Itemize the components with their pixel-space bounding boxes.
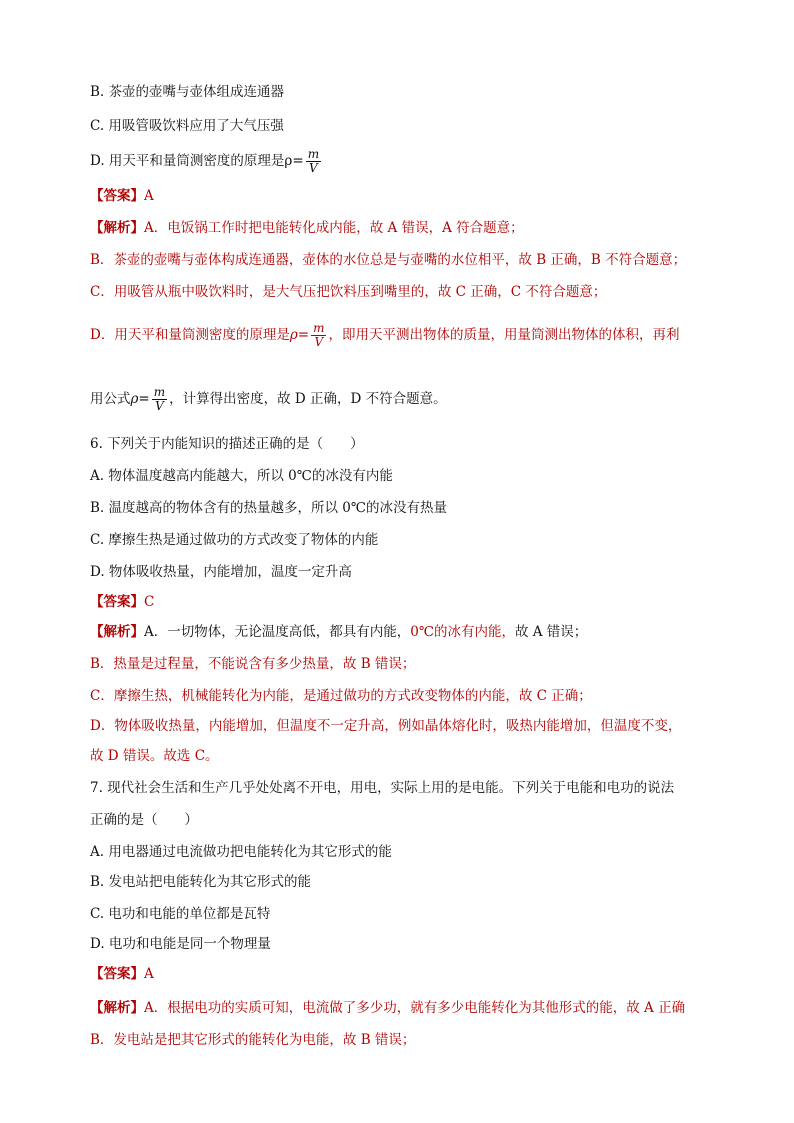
density-formula: $\frac{m}{V}$ [307, 147, 320, 175]
q6-analysis-2: B．热量是过程量，不能说含有多少热量，故 B 错误； [90, 656, 416, 672]
q6-option-c: C. 摩擦生热是通过做功的方式改变了物体的内能 [90, 532, 379, 548]
q6-analysis-1: 【解析】A．一切物体，无论温度高低，都具有内能，0℃的冰有内能，故 A 错误； [90, 624, 588, 640]
q6-analysis-4: D．物体吸收热量，内能增加，但温度不一定升高，例如晶体熔化时，吸热内能增加，但温度不变， [90, 718, 682, 734]
q5-analysis-4: D．用天平和量筒测密度的原理是ρ= $\frac{m}{V}$ ，即用天平测出物体的质量，用量筒测出物体的体积，再利 [90, 321, 680, 349]
q6-analysis-5: 故 D 错误。故选 C。 [90, 748, 219, 764]
analysis-label: 【解析】 [90, 624, 144, 640]
answer-label: 【答案】 [90, 188, 144, 204]
q7-stem-1: 7. 现代社会生活和生产几乎处处离不开电，用电，实际上用的是电能。下列关于电能和电功的说法 [90, 780, 675, 796]
analysis-label: 【解析】 [90, 220, 144, 236]
q7-option-c: C. 电功和电能的单位都是瓦特 [90, 906, 271, 922]
q5-option-d-text: D. 用天平和量筒测密度的原理是ρ= [90, 153, 304, 169]
q7-answer [90, 964, 154, 984]
answer-label: 【答案】 [90, 594, 144, 610]
q5-analysis-1: 【解析】A．电饭锅工作时把电能转化成内能，故 A 错误，A 符合题意； [90, 220, 524, 236]
q5-option-d [90, 148, 323, 175]
q6-option-d: D. 物体吸收热量，内能增加，温度一定升高 [90, 564, 352, 580]
q7-option-d: D. 电功和电能是同一个物理量 [90, 936, 271, 952]
q6-analysis-3: C．摩擦生热，机械能转化为内能，是通过做功的方式改变物体的内能，故 C 正确； [90, 688, 592, 704]
q5-answer [90, 186, 154, 206]
answer-value: A [144, 188, 154, 204]
answer-value: C [144, 594, 155, 610]
density-formula: $\frac{m}{V}$ [153, 385, 166, 413]
q7-option-a: A. 用电器通过电流做功把电能转化为其它形式的能 [90, 844, 392, 860]
q6-option-a: A. 物体温度越高内能越大，所以 0℃的冰没有内能 [90, 468, 393, 484]
density-formula: $\frac{m}{V}$ [313, 321, 325, 349]
q7-stem-2: 正确的是（ ） [90, 812, 198, 828]
q6-option-b: B. 温度越高的物体含有的热量越多，所以 0℃的冰没有热量 [90, 500, 447, 516]
q7-option-b: B. 发电站把电能转化为其它形式的能 [90, 874, 312, 890]
q7-analysis-2: B．发电站是把其它形式的能转化为电能，故 B 错误； [90, 1032, 416, 1048]
q5-option-b: B. 茶壶的壶嘴与壶体组成连通器 [90, 84, 285, 100]
q6-stem: 6. 下列关于内能知识的描述正确的是（ ） [90, 436, 364, 452]
analysis-label: 【解析】 [90, 1000, 144, 1016]
q5-option-c: C. 用吸管吸饮料应用了大气压强 [90, 118, 284, 134]
q5-analysis-2: B．茶壶的壶嘴与壶体构成连通器，壶体的水位总是与壶嘴的水位相平，故 B 正确，B 不符合题意； [90, 252, 687, 268]
answer-label: 【答案】 [90, 966, 144, 982]
q5-analysis-5: 用公式ρ= $\frac{m}{V}$ ，计算得出密度，故 D 正确，D 不符合题意。 [90, 385, 447, 413]
q6-answer [90, 592, 154, 612]
answer-value: A [144, 966, 154, 982]
q7-analysis-1: 【解析】A．根据电功的实质可知，电流做了多少功，就有多少电能转化为其他形式的能，故 A 正确 [90, 1000, 686, 1016]
q5-analysis-3: C．用吸管从瓶中吸饮料时，是大气压把饮料压到嘴里的，故 C 正确，C 不符合题意； [90, 284, 607, 300]
